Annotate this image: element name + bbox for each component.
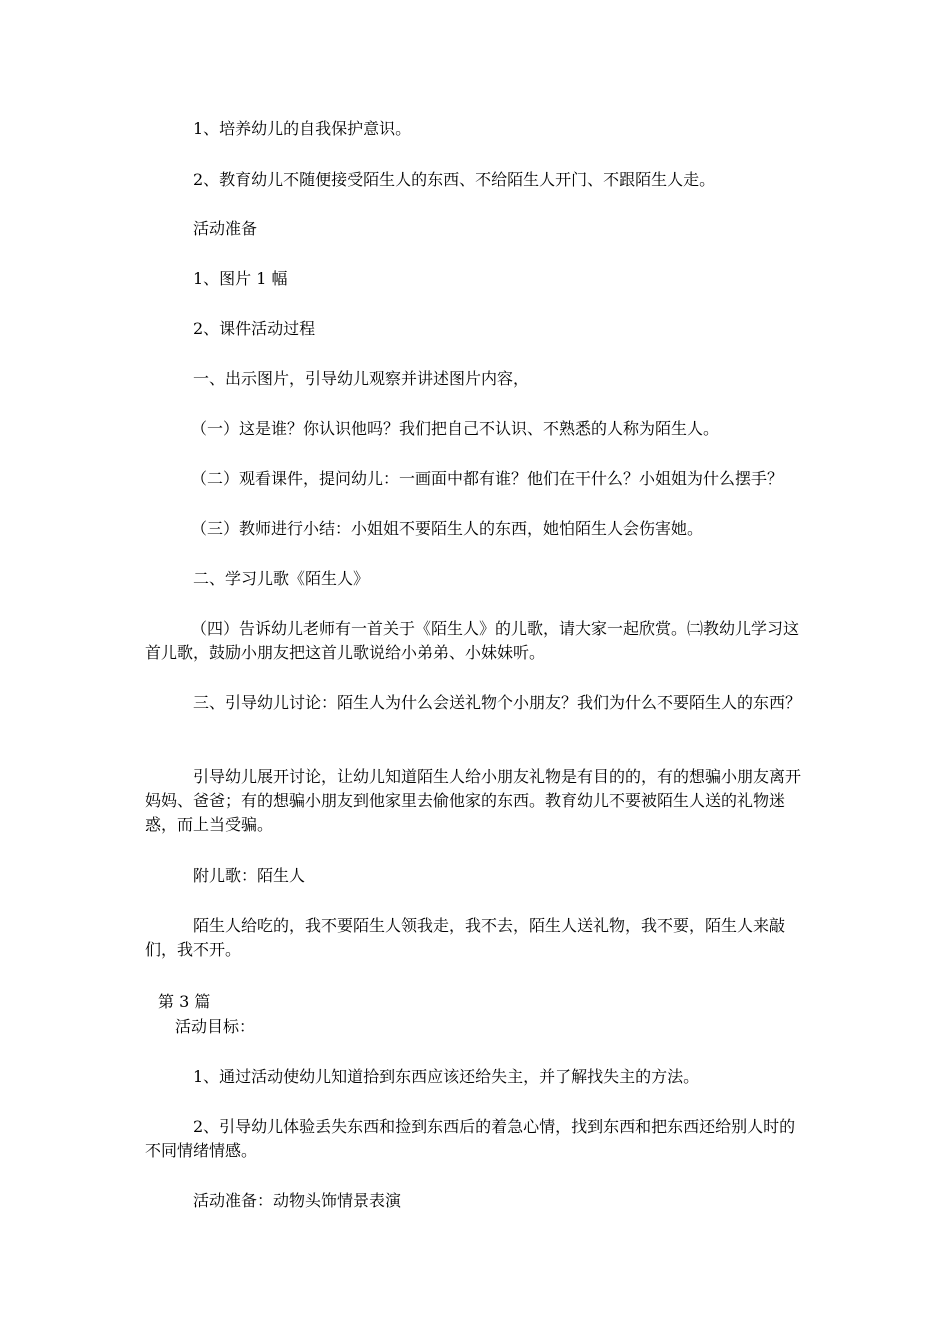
paragraph-step-1a: （一）这是谁？你认识他吗？我们把自己不认识、不熟悉的人称为陌生人。 bbox=[191, 419, 720, 438]
paragraph-prep-1: 1、图片 1 幅 bbox=[193, 269, 288, 288]
paragraph-step-1c: （三）教师进行小结：小姐姐不要陌生人的东西，她怕陌生人会伤害她。 bbox=[191, 519, 704, 538]
section-goal-2: 2、引导幼儿体验丢失东西和捡到东西后的着急心情，找到东西和把东西还给别人时的不同情绪情感。 bbox=[145, 1117, 796, 1160]
paragraph-step-1b: （二）观看课件，提问幼儿：一画面中都有谁？他们在干什么？小姐姐为什么摆手？ bbox=[191, 469, 784, 488]
paragraph-step-1: 一、出示图片，引导幼儿观察并讲述图片内容， bbox=[193, 369, 530, 388]
section-title: 第 3 篇 bbox=[158, 992, 211, 1011]
section-goal-1: 1、通过活动使幼儿知道拾到东西应该还给失主，并了解找失主的方法。 bbox=[193, 1067, 700, 1086]
section-prep: 活动准备：动物头饰情景表演 bbox=[193, 1191, 402, 1210]
paragraph-song-text: 陌生人给吃的，我不要陌生人领我走，我不去，陌生人送礼物，我不要，陌生人来敲们，我不开。 bbox=[145, 916, 786, 959]
paragraph-goal-2: 2、教育幼儿不随便接受陌生人的东西、不给陌生人开门、不跟陌生人走。 bbox=[193, 170, 716, 189]
paragraph-step-2a: （四）告诉幼儿老师有一首关于《陌生人》的儿歌，请大家一起欣赏。㈡教幼儿学习这首儿歌，鼓励小朋友把这首儿歌说给小弟弟、小妹妹听。 bbox=[145, 619, 800, 662]
paragraph-discussion: 引导幼儿展开讨论，让幼儿知道陌生人给小朋友礼物是有目的的，有的想骗小朋友离开妈妈、爸爸；有的想骗小朋友到他家里去偷他家的东西。教育幼儿不要被陌生人送的礼物迷惑，而上当受骗。 bbox=[145, 767, 802, 834]
section-subtitle: 活动目标： bbox=[175, 1017, 256, 1036]
paragraph-prep-heading: 活动准备 bbox=[193, 219, 258, 238]
paragraph-song-title: 附儿歌：陌生人 bbox=[193, 866, 306, 885]
paragraph-step-2: 二、学习儿歌《陌生人》 bbox=[193, 569, 370, 588]
paragraph-step-3: 三、引导幼儿讨论：陌生人为什么会送礼物个小朋友？我们为什么不要陌生人的东西？ bbox=[193, 693, 802, 712]
paragraph-prep-2: 2、课件活动过程 bbox=[193, 319, 316, 338]
paragraph-goal-1: 1、培养幼儿的自我保护意识。 bbox=[193, 119, 412, 138]
